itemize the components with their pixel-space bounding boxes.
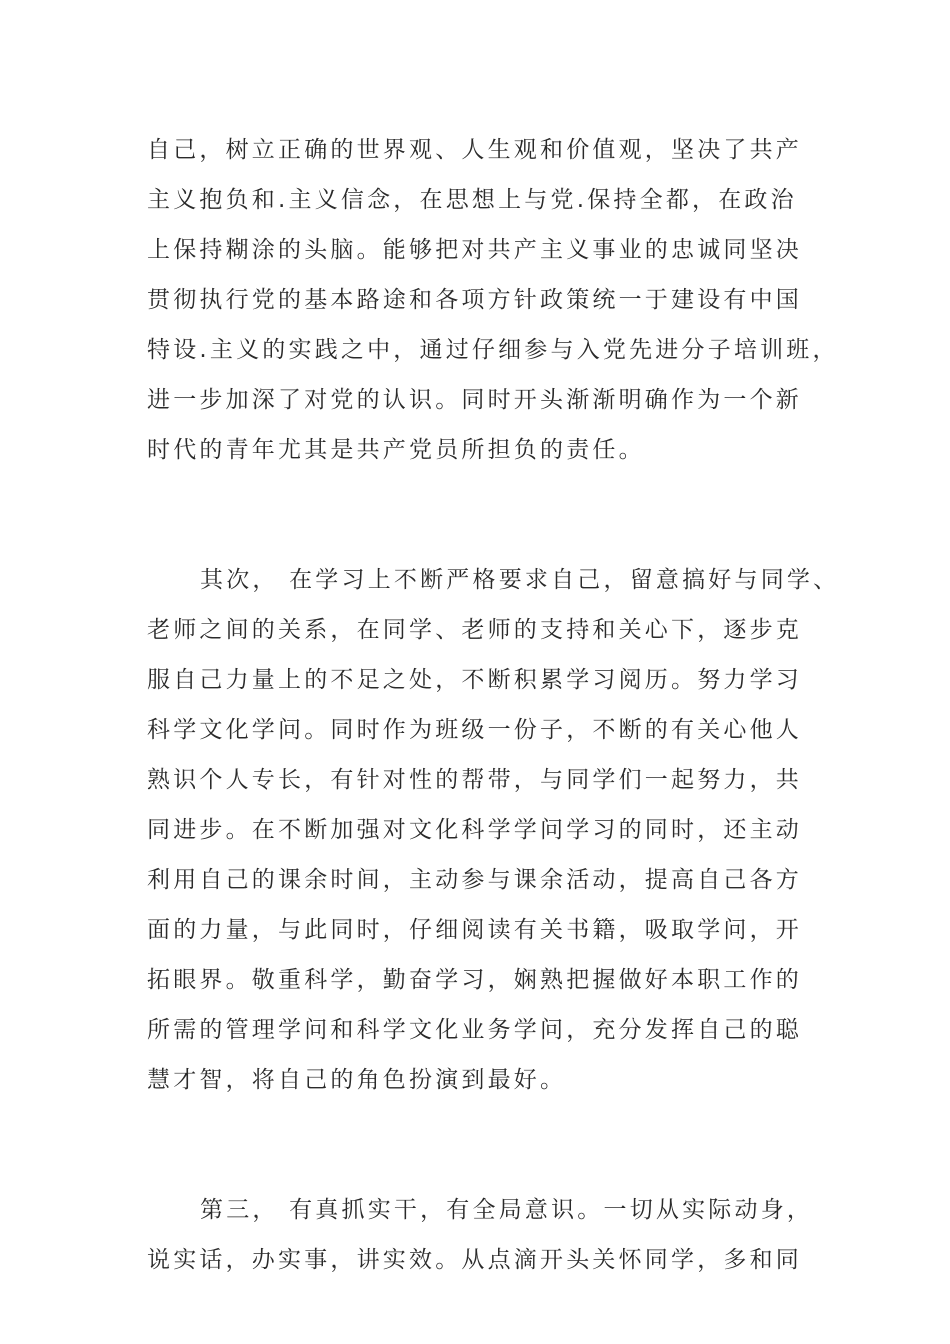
- text-line: 所需的管理学问和科学文化业务学问，充分发挥自己的聪: [147, 1017, 802, 1043]
- paragraph-1: [147, 125, 847, 475]
- text-line: 时代的青年尤其是共产党员所担负的责任。: [147, 437, 645, 463]
- text-line: 其次， 在学习上不断严格要求自己，留意搞好与同学、: [200, 567, 840, 593]
- text-line: 进一步加深了对党的认识。同时开头渐渐明确作为一个新: [147, 387, 802, 413]
- text-line: 服自己力量上的不足之处，不断积累学习阅历。努力学习: [147, 667, 802, 693]
- text-line: 面的力量，与此同时，仔细阅读有关书籍，吸取学问，开: [147, 917, 802, 943]
- text-line: 自己，树立正确的世界观、人生观和价值观，坚决了共产: [147, 137, 802, 163]
- text-line: 老师之间的关系，在同学、老师的支持和关心下，逐步克: [147, 617, 802, 643]
- text-line: 拓眼界。敬重科学，勤奋学习，娴熟把握做好本职工作的: [147, 967, 802, 993]
- text-line: 利用自己的课余时间，主动参与课余活动，提高自己各方: [147, 867, 802, 893]
- text-line: 特设.主义的实践之中，通过仔细参与入党先进分子培训班，: [147, 337, 839, 363]
- text-line: 科学文化学问。同时作为班级一份子，不断的有关心他人: [147, 717, 802, 743]
- text-line: 慧才智，将自己的角色扮演到最好。: [147, 1067, 567, 1093]
- paragraph-3: [147, 1185, 847, 1285]
- text-line: 主义抱负和.主义信念，在思想上与党.保持全都，在政治: [147, 187, 797, 213]
- text-line: 第三， 有真抓实干，有全局意识。一切从实际动身，: [200, 1197, 814, 1223]
- text-line: 同进步。在不断加强对文化科学学问学习的同时，还主动: [147, 817, 802, 843]
- text-line: 说实话，办实事，讲实效。从点滴开头关怀同学，多和同: [147, 1247, 802, 1273]
- document-body: [147, 125, 847, 1285]
- text-line: 贯彻执行党的基本路途和各项方针政策统一于建设有中国: [147, 287, 802, 313]
- paragraph-2: [147, 555, 847, 1105]
- text-line: 上保持糊涂的头脑。能够把对共产主义事业的忠诚同坚决: [147, 237, 802, 263]
- text-line: 熟识个人专长，有针对性的帮带，与同学们一起努力，共: [147, 767, 802, 793]
